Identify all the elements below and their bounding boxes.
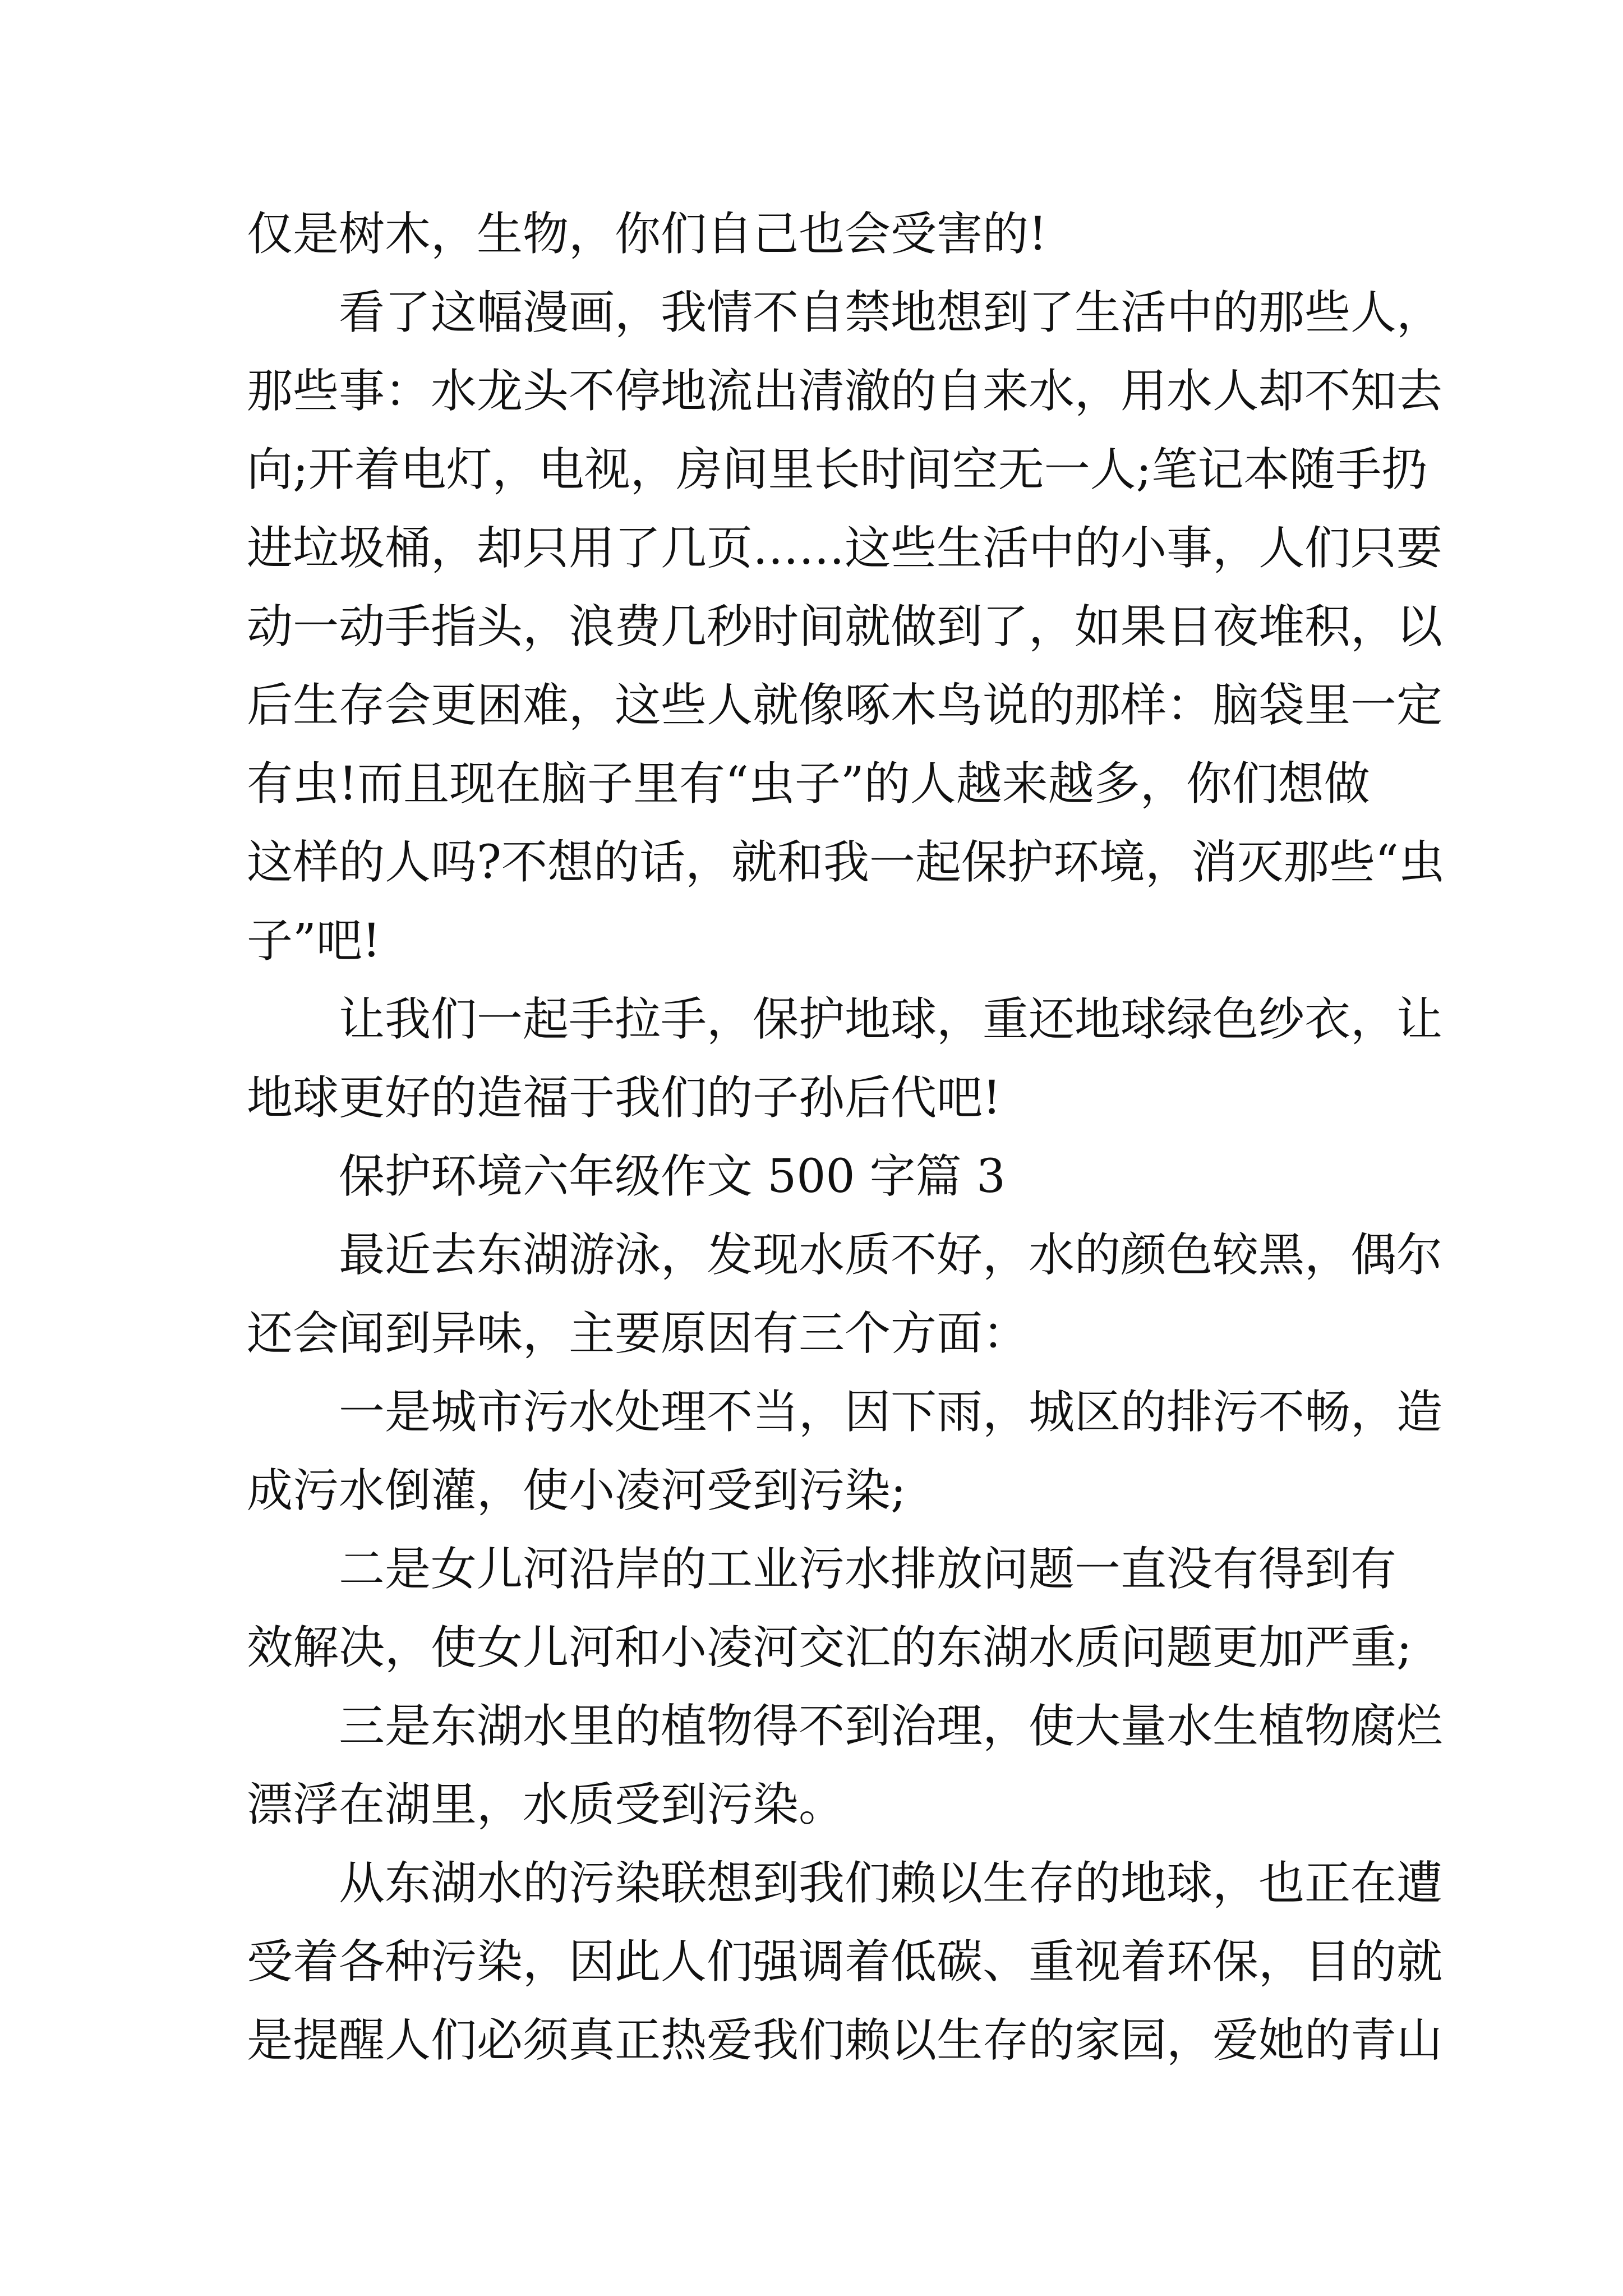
text-line: 向;开着电灯，电视，房间里长时间空无一人;笔记本随手扔 bbox=[247, 443, 1428, 496]
text-line: 进垃圾桶，却只用了几页……这些生活中的小事，人们只要 bbox=[247, 522, 1443, 575]
text-line: 二是女儿河沿岸的工业污水排放问题一直没有得到有 bbox=[339, 1543, 1397, 1596]
text-line: 后生存会更困难，这些人就像啄木鸟说的那样：脑袋里一定 bbox=[247, 679, 1443, 732]
text-line: 效解决，使女儿河和小凌河交汇的东湖水质问题更加严重; bbox=[247, 1621, 1412, 1674]
text-line: 最近去东湖游泳，发现水质不好，水的颜色较黑，偶尔 bbox=[339, 1228, 1443, 1282]
text-line: 让我们一起手拉手，保护地球，重还地球绿色纱衣，让 bbox=[339, 993, 1443, 1046]
text-line: 还会闻到异味，主要原因有三个方面： bbox=[247, 1307, 1029, 1360]
text-line: 仅是树木，生物，你们自己也会受害的! bbox=[247, 208, 1047, 261]
text-line: 三是东湖水里的植物得不到治理，使大量水生植物腐烂 bbox=[339, 1700, 1443, 1753]
text-line: 有虫!而且现在脑子里有“虫子”的人越来越多，你们想做 bbox=[247, 757, 1370, 811]
text-line: 看了这幅漫画，我情不自禁地想到了生活中的那些人， bbox=[339, 286, 1443, 339]
text-line: 是提醒人们必须真正热爱我们赖以生存的家园，爱她的青山 bbox=[247, 2014, 1443, 2067]
text-line: 那些事：水龙头不停地流出清澈的自来水，用水人却不知去 bbox=[247, 365, 1443, 418]
text-line: 成污水倒灌，使小凌河受到污染; bbox=[247, 1464, 906, 1517]
text-line: 地球更好的造福于我们的子孙后代吧! bbox=[247, 1071, 1001, 1125]
section-heading: 保护环境六年级作文 500 字篇 3 bbox=[339, 1150, 1006, 1203]
text-line: 动一动手指头，浪费几秒时间就做到了，如果日夜堆积，以 bbox=[247, 600, 1443, 654]
text-line: 从东湖水的污染联想到我们赖以生存的地球，也正在遭 bbox=[339, 1857, 1443, 1910]
text-line: 这样的人吗?不想的话，就和我一起保护环境，消灭那些“虫 bbox=[247, 836, 1445, 889]
text-line: 子”吧! bbox=[247, 914, 381, 968]
text-line: 一是城市污水处理不当，因下雨，城区的排污不畅，造 bbox=[339, 1386, 1443, 1439]
text-line: 受着各种污染，因此人们强调着低碳、重视着环保，目的就 bbox=[247, 1935, 1443, 1989]
body-text bbox=[247, 195, 1445, 2080]
text-line: 漂浮在湖里，水质受到污染。 bbox=[247, 1778, 845, 1832]
